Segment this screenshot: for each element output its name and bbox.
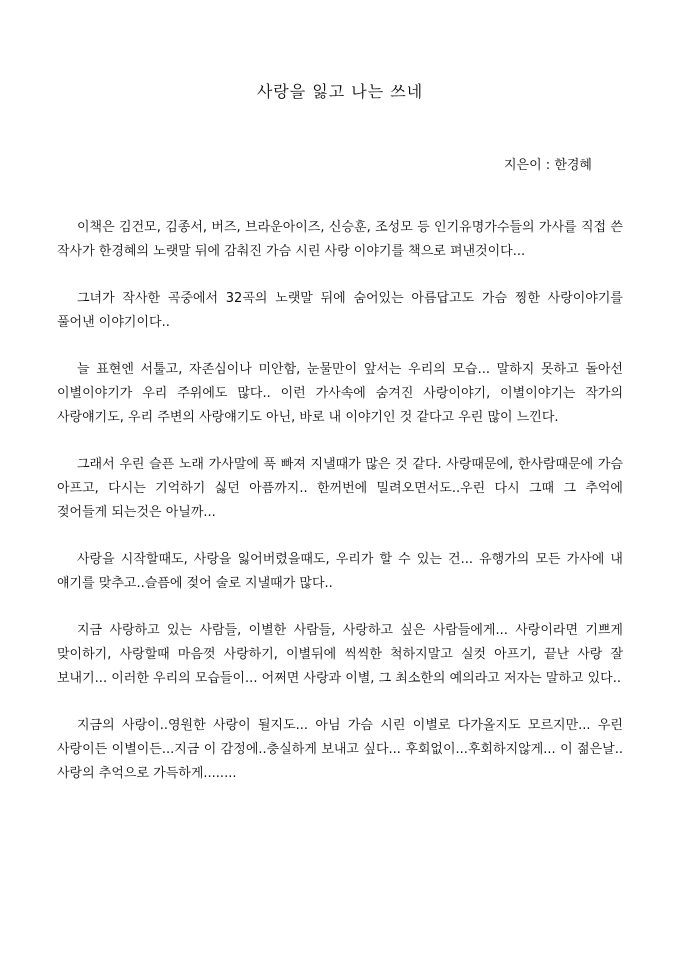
paragraph: 늘 표현엔 서툴고, 자존심이나 미안함, 눈물만이 앞서는 우리의 모습... 말하지 못하고 돌아선 이별이야기가 우리 주위에도 많다.. 이런 가사속에 숨겨진 사랑이야기, 이별이야기는 작가의 사랑얘기도, 우리 주변의 사랑얘기도 아닌, 바로 내 이야기인 것 같다고 우린 많이 느낀다. [57,362,623,425]
paragraph: 그래서 우린 슬픈 노래 가사말에 푹 빠져 지낼때가 많은 것 같다. 사랑때문에, 한사람때문에 가슴 아프고, 다시는 기억하기 싫던 아픔까지.. 한꺼번에 밀려오면서도..우린 다시 그때 그 추억에 젖어들게 되는것은 아닐까... [57,457,623,520]
author-line: 지은이 : 한경혜 [504,158,592,173]
paragraph: 지금의 사랑이..영원한 사랑이 될지도... 아님 가슴 시린 이별로 다가올지도 모르지만... 우린 사랑이든 이별이든...지금 이 감정에..충실하게 보내고 싶다... 후회없이...후회하지않게... 이 젊은날.. 사랑의 추억으로 가득하게........ [57,718,623,781]
paragraph: 이책은 김건모, 김종서, 버즈, 브라운아이즈, 신승훈, 조성모 등 인기유명가수들의 가사를 직접 쓴 작사가 한경혜의 노랫말 뒤에 감춰진 가슴 시린 사랑 이야기를 책으로 펴낸것이다... [57,220,623,259]
paragraph: 지금 사랑하고 있는 사람들, 이별한 사람들, 사랑하고 싶은 사람들에게... 사랑이라면 기쁘게 맞이하기, 사랑할때 마음껏 사랑하기, 이별뒤에 씩씩한 척하지말고 실컷 아프기, 끝난 사랑 잘 보내기... 이러한 우리의 모습들이... 어쩌면 사랑과 이별, 그 최소한의 예의라고 저자는 말하고 있다.. [57,623,623,686]
paragraph: 그녀가 작사한 곡중에서 32곡의 노랫말 뒤에 숨어있는 아름답고도 가슴 찡한 사랑이야기를 풀어낸 이야기이다.. [57,291,623,330]
document-body [57,216,623,809]
paragraph: 사랑을 시작할때도, 사랑을 잃어버렸을때도, 우리가 할 수 있는 건... 유행가의 모든 가사에 내 얘기를 맞추고..슬픔에 젖어 술로 지낼때가 많다.. [57,552,623,591]
page-title: 사랑을 잃고 나는 쓰네 [256,82,424,101]
